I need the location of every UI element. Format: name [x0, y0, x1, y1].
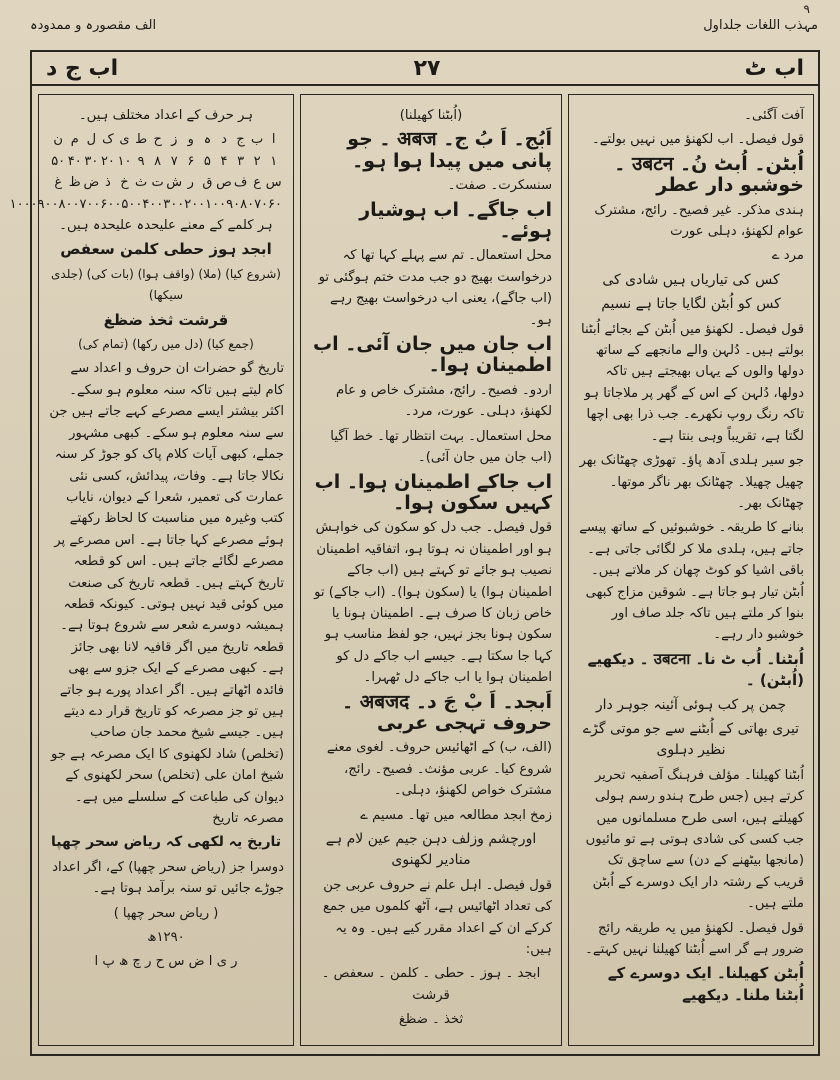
abjad-value: ۳ [237, 153, 245, 169]
title-left: اب ج د [46, 56, 119, 81]
right-column-entry: ہندی مذکر۔ غیر فصیح۔ رائج، مشترک عوام لکھنؤ، دہلی عورت [594, 202, 804, 240]
right-column-entry: آفت آگئی۔ [744, 108, 804, 123]
abjad-letter: ش [166, 175, 183, 191]
abjad-value: ۷۰ [254, 196, 269, 212]
abjad-row [50, 172, 282, 193]
right-column-entry: کس کی تیاریاں ہیں شادی کی [602, 271, 780, 288]
abjad-letter: ی [119, 132, 130, 148]
abjad-value: ۲۰۰ [184, 196, 206, 212]
abjad-letter: ر [187, 175, 194, 191]
middle-column-entry: قول فیصل۔ جب دل کو سکون کی خواہش ہو اور اطمینان نہ ہوتا ہو، اتفاقیہ اطمینان نصیب ہو جائے تو کہتے ہیں (اب جاکے اطمینان ہوا) یا (سکون ہوا)۔ (اب جاکے) تو خاص زبان کا صرف ہے۔ اطمینان ہونا یا سکون ہونا بجز نہیں، جو لفظ مناسب ہو کہا جا سکتا ہے۔ جیسے اب جاکے دل کو اطمینان ہوا یا اب جاکے دل ٹھہرا۔ [314, 520, 552, 686]
middle-column-entry: اورچشم وزلف دہن جیم عین لام ہے منادیر لکھنوی [325, 831, 537, 869]
right-column-entry: مرد ے [771, 248, 804, 264]
abjad-value: ۱۰۰۰ [9, 196, 38, 212]
middle-column-entry: سنسکرت۔ صفت۔ [447, 178, 552, 194]
abjad-value: ۶۰۰ [100, 196, 122, 212]
abjad-letter: ض [83, 175, 100, 191]
abjad-words-1: ابجد ہوز حطی کلمن سعفص [60, 240, 272, 259]
abjad-letter: د [221, 132, 227, 148]
running-header [30, 2, 818, 40]
abjad-value: ۹۰ [226, 196, 241, 212]
abjad-letter: ف [233, 175, 248, 191]
abjad-meanings-1: (شروع کیا) (ملا) (واقف ہوا) (بات کی) (جلدی سیکھا) [51, 266, 281, 303]
abjad-value: ۱۰۰ [205, 196, 227, 212]
middle-column-entry: قول فیصل۔ اہل علم نے حروف عربی جن کی تعداد اٹھائیس ہے، آٹھ کلموں میں جمع کرکے ان کے اعداد مقرر کیے ہیں۔ وہ یہ ہیں: [322, 877, 552, 958]
abjad-letter: غ [54, 175, 63, 191]
abjad-letter: ظ [68, 175, 81, 191]
abjad-letter: ح [153, 132, 162, 148]
abjad-value: ۲ [253, 153, 261, 169]
corner-mark: ۹ [803, 2, 810, 16]
abjad-value: ۴۰ [67, 153, 82, 169]
middle-column-entry: اب جان میں جان آئی۔ اب اطمینان ہوا۔ [313, 333, 552, 377]
abjad-value: ۳۰ [84, 153, 99, 169]
middle-column-entry: اَبجد۔ اَ بْ جَ د۔ अबजद ۔ حروف تہجی عربی [341, 690, 552, 734]
middle-column-entry: (اُبٹنا کھیلنا) [399, 108, 463, 123]
abjad-letter: ن [53, 132, 63, 148]
abjad-value: ۵۰ [51, 153, 66, 169]
abjad-row [50, 129, 282, 150]
abjad-letter: ذ [105, 175, 111, 191]
abjad-words-2: قرشت ثخذ ضظغ [103, 310, 229, 329]
abjad-value: ۵۰۰ [121, 196, 143, 212]
abjad-value: ۸ [154, 153, 162, 169]
abjad-value: ۱ [270, 153, 278, 169]
abjad-value: ۱۰ [117, 153, 132, 169]
middle-column-entry: (الف، ب) کے اٹھائیس حروف۔ لغوی معنے شروع کیا۔ عربی مؤنث۔ فصیح۔ رائج، مشترک خواص لکھنؤ، دہلی۔ [326, 740, 552, 799]
middle-column-entry: اب جاگے۔ اب ہوشیار ہوئے۔ [359, 198, 552, 243]
column-left [9, 94, 294, 1046]
title-bar [30, 50, 820, 86]
abjad-value: ۸۰ [240, 196, 255, 212]
column-middle [300, 94, 562, 1046]
middle-column-entry: اب جاکے اطمینان ہوا۔ اب کہیں سکون ہوا۔ [314, 470, 552, 514]
calc-row: ر ی ا ض س ح ر چ ھ پ ا [94, 954, 238, 970]
right-column-entry: قول فیصل۔ لکھنؤ میں اُبٹن کے بجائے اُبٹنا بولتے ہیں۔ دُلہن والے مانجھے کے ساتھ دولھا والوں کے یہاں بھیجتے ہیں تاکہ دولھا، دُلہن کے اس کے گھر پر ملاجاتا ہو تاکہ رنگ روپ نکھرے۔ جب ذرا بھی اچھا لگتا ہے، تقریباً وہی بنتا ہے۔ [581, 321, 804, 444]
abjad-value: ۲۰ [100, 153, 115, 169]
right-column-entry: قول فیصل۔ اب لکھنؤ میں نہیں بولتے۔ [592, 132, 804, 148]
abjad-value: ۷ [170, 153, 178, 169]
abjad-letter: ک [102, 132, 114, 148]
right-column-entry: تیری بھاتی کے اُبٹنے سے جو موتی گڑے نظیر دہلوی [582, 720, 800, 759]
abjad-letter: و [187, 132, 194, 148]
abjad-letter: م [70, 132, 79, 148]
abjad-value: ۴ [220, 153, 228, 169]
middle-column-entry: اردو۔ فصیح۔ رائج، مشترک خاص و عام لکھنؤ، دہلی۔ عورت، مرد۔ [335, 382, 552, 420]
abjad-table [9, 129, 284, 215]
abjad-quote: تاریخ یہ لکھی کہ ریاض سحر چھپا [50, 834, 282, 851]
middle-column-entry: محل استعمال۔ بہت انتظار تھا۔ خط آگیا (اب جان میں جان آئی)۔ [330, 428, 552, 466]
abjad-row [50, 151, 282, 172]
abjad-letter: ب [251, 132, 264, 148]
calc-year: ۱۲۹۰ھ [147, 930, 185, 946]
abjad-after-quote: دوسرا جز (ریاض سحر چھپا) کے، اگر اعداد جوڑے جائیں تو سنہ برآمد ہوتا ہے۔ [52, 859, 284, 897]
abjad-letter: ہ [203, 132, 212, 148]
right-column-entry: کس کو اُبٹن لگایا جاتا ہے نسیم [601, 296, 781, 313]
right-column-entry: اُبٹن کھیلنا۔ ایک دوسرے کے اُبٹنا ملنا۔ دیکھیے [607, 964, 804, 1004]
middle-column-entry: ثخذ ۔ ضظغ [398, 1012, 464, 1028]
abjad-value: ۷۰۰ [79, 196, 101, 212]
book-title: مہذب اللغات جلداول [703, 18, 818, 33]
abjad-value: ۴۰۰ [142, 196, 164, 212]
abjad-value: ۹۰۰ [37, 196, 59, 212]
right-column-entry: اُبٹن۔ اُبٹ نُ۔ उबटन ۔ خوشبو دار عطر [614, 152, 804, 197]
calc-label: ( ریاض سحر چھپا ) [113, 905, 219, 921]
abjad-letter: ل [86, 132, 97, 148]
abjad-letter: ص [216, 175, 232, 191]
section-title: الف مقصورہ و ممدودہ [30, 18, 157, 33]
abjad-letter: ج [236, 132, 245, 148]
page-number: ۲۷ [413, 56, 441, 81]
abjad-row [9, 194, 282, 215]
abjad-value: ۳۰۰ [163, 196, 185, 212]
right-column-entry: اُبٹنا۔ اُب ٹ نا۔ उबटना ۔ دیکھیے (اُبٹن) ۔ [587, 649, 804, 690]
title-right: اب ٹ [744, 56, 804, 81]
abjad-value: ۹ [137, 153, 145, 169]
abjad-letter: خ [120, 175, 129, 191]
middle-column-entry: اَبُج۔ اَ بُ ج۔ अबज ۔ جو پانی میں پیدا ہوا ہو۔ [347, 128, 552, 172]
right-column-entry: جو سیر ہلدی آدھ پاؤ۔ تھوڑی چھٹانک بھر چھیل چھیلا۔ چھٹانک بھر ناگر موتھا۔ چھٹانک بھر۔ [579, 453, 804, 511]
middle-column-entry: ابجد ۔ ہوز ۔ حطی ۔ کلمن ۔ سعفص ۔ قرشت [321, 966, 541, 1003]
abjad-letter: ت [151, 175, 164, 191]
abjad-value: ۸۰۰ [58, 196, 80, 212]
abjad-letter: ث [134, 175, 148, 191]
middle-column-entry: زمخ ابجد مطالعہ میں تھا۔ مسیم ے [360, 807, 552, 823]
right-column-entry: اُبٹنا کھیلنا۔ مؤلف فرہنگ آصفیہ تحریر کرتے ہیں (جس طرح ہندو رسم ہولی کھیلتے ہیں، اسی طرح مسلمانوں میں جب کسی کی شادی ہوتی ہے تو مائیوں (مانجھا بیٹھنے کے دن) سے ساچق تک قریب کے رشتہ دار ایک دوسرے کے اُبٹن ملتے ہیں۔ [585, 767, 804, 912]
abjad-value: ۶۰ [268, 196, 282, 212]
abjad-subheading: ہر کلمے کے معنے علیحدہ علیحدہ ہیں۔ [59, 218, 273, 234]
right-column-entry: قول فیصل۔ لکھنؤ میں یہ طریقہ رائج ضرور ہے گر اسے اُبٹنا کھیلنا نہیں کہتے۔ [585, 920, 804, 958]
abjad-body: تاریخ گو حضرات ان حروف و اعداد سے کام لیتے ہیں تاکہ سنہ معلوم ہو سکے۔ اکثر بیشتر ایسے مصرعے کہے جاتے ہیں جن سے سنہ معلوم ہو سکے۔ کبھی مشہور جملے، کبھی آیات کلام پاک کو جوڑ کر سنہ نکالا جاتا ہے۔ وفات، پیدائش، کسی نئی عمارت کی تعمیر، شعرا کے دیوان، نایاب کتب وغیرہ میں مناسبت کا لحاظ رکھتے ہوئے مصرعے کہا جاتا ہے۔ اس مصرعے پر مصرعے لگائے جاتے ہیں۔ اس کو قطعہ تاریخ کہتے ہیں۔ قطعہ تاریخ کی صنعت میں کوئی قید نہیں ہوتی۔ کیونکہ قطعہ ہمیشہ دوسرے شعر سے شروع ہوتا ہے۔ قطعہ تاریخ میں اگر قافیہ لانا بھی جائز ہے۔ کبھی مصرعے کے ایک جزو سے بھی فائدہ اٹھاتے ہیں۔ اگر اعداد پورے ہو جاتے ہیں تو جز مصرعہ کو تاریخ قرار دے دیتے ہیں۔ جیسے شیخ محمد جان صاحب (تخلص) شاد لکھنوی کا ایک مصرعہ ہے جو شیخ امان علی (تخلص) سحر لکھنوی کے دیوان کی طباعت کے سلسلے میں ہے۔ مصرعہ تاریخ [49, 361, 284, 826]
abjad-letter: ا [271, 132, 276, 148]
abjad-value: ۶ [187, 153, 195, 169]
abjad-letter: ز [171, 132, 178, 148]
abjad-value: ۵ [203, 153, 211, 169]
abjad-letter: ط [135, 132, 148, 148]
right-column-entry: چمن پر کب ہوئی آئینہ جوہر دار [595, 696, 787, 713]
abjad-letter: س [265, 175, 282, 191]
right-column-entry: بنانے کا طریقہ۔ خوشبوئیں کے ساتھ پیسے جاتے ہیں، ہلدی ملا کر لگائی جاتی ہے۔ باقی اشیا کو کوٹ چھان کر ملاتے ہیں۔ اُبٹن تیار ہو جاتا ہے۔ شوقین مزاج کبھی بنوا کر ملتے ہیں تاکہ جلد صاف اور خوشبو دار رہے۔ [579, 520, 804, 643]
column-right [568, 94, 814, 1046]
abjad-letter: ق [202, 175, 213, 191]
abjad-heading: ہر حرف کے اعداد مختلف ہیں۔ [78, 108, 254, 123]
middle-column-entry: محل استعمال۔ تم سے پہلے کہا تھا کہ درخواست بھیج دو جب مدت ختم ہوگئی تو (اب جاگے)، یعنی اب درخواست بھیج رہے ہو۔ [318, 248, 552, 328]
abjad-meanings-2: (جمع کیا) (دل میں رکھا) (تمام کی) [78, 337, 254, 352]
abjad-letter: ع [253, 175, 262, 191]
